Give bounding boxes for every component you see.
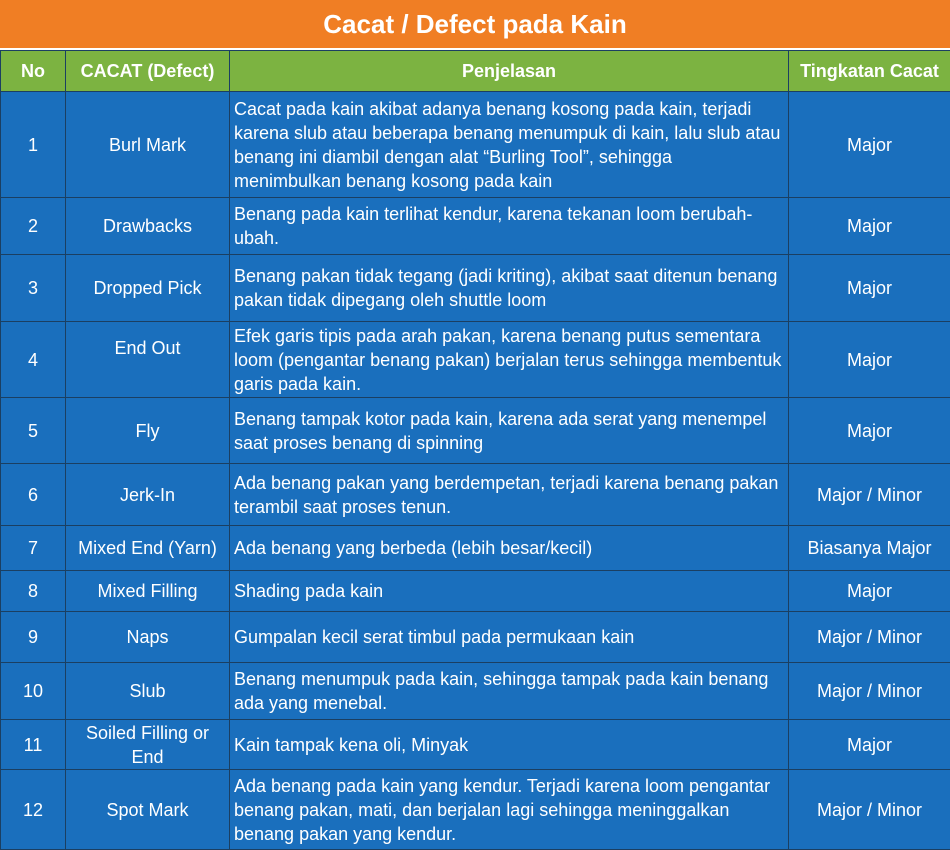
row-cacat: Mixed Filling [66,571,230,612]
table-row [1,255,950,322]
row-tingkatan: Major / Minor [789,770,950,850]
row-cacat: Slub [66,663,230,720]
row-penjelasan: Shading pada kain [230,571,789,612]
row-no: 9 [1,612,66,663]
row-no: 2 [1,198,66,255]
row-penjelasan: Gumpalan kecil serat timbul pada permukaan kain [230,612,789,663]
table-row [1,198,950,255]
row-tingkatan: Major [789,571,950,612]
header-no: No [1,51,66,92]
row-penjelasan: Benang menumpuk pada kain, sehingga tampak pada kain benang ada yang menebal. [230,663,789,720]
row-cacat: Spot Mark [66,770,230,850]
row-no: 5 [1,398,66,464]
row-no: 7 [1,526,66,571]
row-penjelasan: Kain tampak kena oli, Minyak [230,720,789,770]
row-no: 12 [1,770,66,850]
row-cacat: Dropped Pick [66,255,230,322]
row-penjelasan: Benang tampak kotor pada kain, karena ada serat yang menempel saat proses benang di spinning [230,398,789,464]
row-penjelasan: Ada benang yang berbeda (lebih besar/kecil) [230,526,789,571]
row-no: 1 [1,92,66,198]
row-no: 4 [1,322,66,398]
row-penjelasan: Ada benang pakan yang berdempetan, terjadi karena benang pakan terambil saat proses tenun. [230,464,789,526]
table-row [1,464,950,526]
page-title: Cacat / Defect pada Kain [0,0,950,50]
row-tingkatan: Major / Minor [789,464,950,526]
row-cacat: Fly [66,398,230,464]
row-tingkatan: Major [789,198,950,255]
row-cacat: Burl Mark [66,92,230,198]
row-no: 6 [1,464,66,526]
row-cacat: Drawbacks [66,198,230,255]
row-penjelasan: Benang pada kain terlihat kendur, karena tekanan loom berubah-ubah. [230,198,789,255]
row-tingkatan: Major / Minor [789,663,950,720]
row-penjelasan: Cacat pada kain akibat adanya benang kosong pada kain, terjadi karena slub atau beberapa benang menumpuk di kain, lalu slub atau benang ini diambil dengan alat “Burling Tool”, sehingga menimbulkan benang kosong pada kain [230,92,789,198]
row-no: 11 [1,720,66,770]
row-tingkatan: Major [789,322,950,398]
table-row [1,663,950,720]
row-cacat: Soiled Filling or End [66,720,230,770]
table-row [1,398,950,464]
row-penjelasan: Ada benang pada kain yang kendur. Terjadi karena loom pengantar benang pakan, mati, dan berjalan lagi sehingga meninggalkan benang pakan yang kendur. [230,770,789,850]
table-row [1,92,950,198]
row-no: 10 [1,663,66,720]
row-cacat: End Out [66,322,230,398]
row-cacat: Jerk-In [66,464,230,526]
row-cacat: Naps [66,612,230,663]
table-row [1,322,950,398]
table-row [1,526,950,571]
table-row [1,720,950,770]
table-row [1,612,950,663]
row-cacat: Mixed End (Yarn) [66,526,230,571]
row-tingkatan: Major / Minor [789,612,950,663]
row-penjelasan: Benang pakan tidak tegang (jadi kriting), akibat saat ditenun benang pakan tidak dipegang oleh shuttle loom [230,255,789,322]
table-row [1,571,950,612]
table-row [1,770,950,850]
row-no: 8 [1,571,66,612]
header-tingkatan: Tingkatan Cacat [789,51,950,92]
row-tingkatan: Major [789,720,950,770]
row-tingkatan: Major [789,92,950,198]
row-tingkatan: Major [789,398,950,464]
row-tingkatan: Biasanya Major [789,526,950,571]
header-cacat: CACAT (Defect) [66,51,230,92]
header-penjelasan: Penjelasan [230,51,789,92]
row-no: 3 [1,255,66,322]
row-penjelasan: Efek garis tipis pada arah pakan, karena benang putus sementara loom (pengantar benang pakan) berjalan terus sehingga membentuk garis pada kain. [230,322,789,398]
table-header-row [1,51,950,92]
defect-table [0,50,950,850]
row-tingkatan: Major [789,255,950,322]
